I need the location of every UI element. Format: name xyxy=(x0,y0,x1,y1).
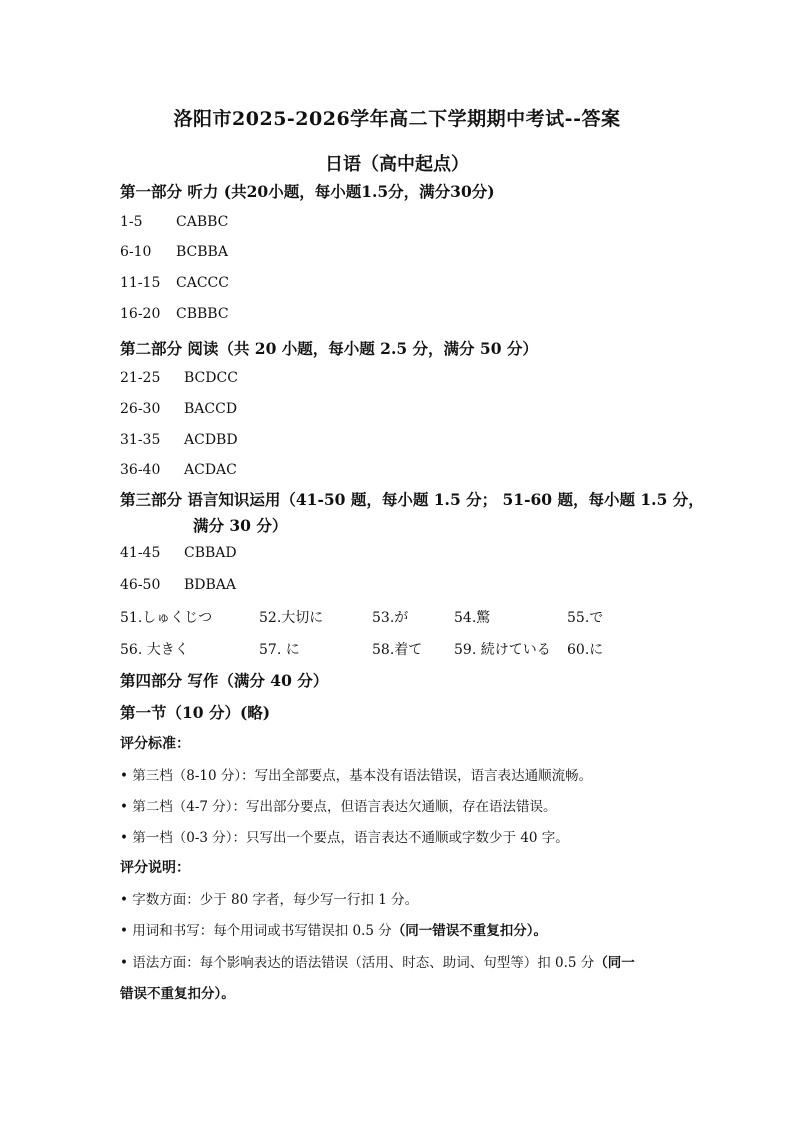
answer-letters: CBBBC xyxy=(176,306,229,322)
question-range: 26-30 xyxy=(120,401,161,417)
fill-answer: 55.で xyxy=(567,610,604,626)
answer-letters: CBBAD xyxy=(184,545,237,561)
note-emphasis: 错误不重复扣分）。 xyxy=(120,986,235,1002)
answer-letters: BACCD xyxy=(184,401,238,417)
part3-heading-cont: 满分 30 分） xyxy=(193,516,288,535)
fill-answer: 57. に xyxy=(259,642,300,658)
fill-answer: 60.に xyxy=(567,642,604,658)
answer-letters: BDBAA xyxy=(184,577,237,593)
answer-row xyxy=(120,275,229,291)
part2-heading: 第二部分 阅读（共 20 小题，每小题 2.5 分，满分 50 分） xyxy=(120,339,538,358)
answer-letters: ACDBD xyxy=(184,432,238,448)
criteria-item: • 第一档（0-3 分）：只写出一个要点，语言表达不通顺或字数少于 40 字。 xyxy=(120,830,569,846)
question-range: 41-45 xyxy=(120,545,161,561)
answer-row xyxy=(120,306,229,322)
document-title: 洛阳市2025-2026学年高二下学期期中考试--答案 xyxy=(173,108,621,130)
part4-heading: 第四部分 写作（满分 40 分） xyxy=(120,671,329,690)
fill-answer: 56. 大きく xyxy=(120,642,189,658)
question-range: 16-20 xyxy=(120,306,161,322)
fill-answer: 58.着て xyxy=(372,642,423,658)
fill-answer: 52.大切に xyxy=(259,610,324,626)
criteria-item: • 第三档（8-10 分）：写出全部要点，基本没有语法错误，语言表达通顺流畅。 xyxy=(120,768,593,784)
question-range: 46-50 xyxy=(120,577,161,593)
note-emphasis: （同一 xyxy=(594,955,635,971)
answer-row xyxy=(120,214,228,230)
note-item xyxy=(120,951,635,971)
note-text: • 语法方面：每个影响表达的语法错误（活用、时态、助词、句型等）扣 0.5 分 xyxy=(120,955,595,971)
answer-row xyxy=(120,370,238,386)
criteria-item: • 第二档（4-7 分）：写出部分要点，但语言表达欠通顺，存在语法错误。 xyxy=(120,799,557,815)
notes-heading: 评分说明： xyxy=(120,860,190,876)
answer-row xyxy=(120,244,228,260)
answer-row xyxy=(120,462,237,478)
question-range: 11-15 xyxy=(120,275,161,291)
answer-row xyxy=(120,401,237,417)
answer-row xyxy=(120,577,236,593)
answer-letters: ACDAC xyxy=(184,462,237,478)
note-item xyxy=(120,919,547,939)
question-range: 36-40 xyxy=(120,462,161,478)
note-item-cont xyxy=(120,982,235,1002)
criteria-heading: 评分标准： xyxy=(120,736,190,752)
answer-letters: CACCC xyxy=(176,275,229,291)
question-range: 1-5 xyxy=(120,214,143,230)
part3-heading: 第三部分 语言知识运用（41-50 题，每小题 1.5 分； 51-60 题，每小题 1.5 分， xyxy=(120,490,704,509)
answer-row xyxy=(120,545,237,561)
question-range: 21-25 xyxy=(120,370,161,386)
fill-answer: 54.驚 xyxy=(454,610,491,626)
fill-answer: 53.が xyxy=(372,610,409,626)
question-range: 6-10 xyxy=(120,244,152,260)
document-subtitle: 日语（高中起点） xyxy=(325,154,469,175)
answer-letters: BCDCC xyxy=(184,370,238,386)
note-emphasis: （同一错误不重复扣分）。 xyxy=(391,923,548,939)
fill-answer: 51.しゅくじつ xyxy=(120,610,213,626)
answer-row xyxy=(120,432,238,448)
question-range: 31-35 xyxy=(120,432,161,448)
answer-letters: BCBBA xyxy=(176,244,228,260)
note-text: • 用词和书写：每个用词或书写错误扣 0.5 分 xyxy=(120,923,392,939)
fill-answer: 59. 続けている xyxy=(454,642,551,658)
part1-heading: 第一部分 听力 (共20小题，每小题1.5分，满分30分) xyxy=(120,182,495,201)
note-item: • 字数方面：少于 80 字者，每少写一行扣 1 分。 xyxy=(120,892,419,908)
section1-heading: 第一节（10 分）(略) xyxy=(120,703,271,722)
answer-letters: CABBC xyxy=(176,214,229,230)
